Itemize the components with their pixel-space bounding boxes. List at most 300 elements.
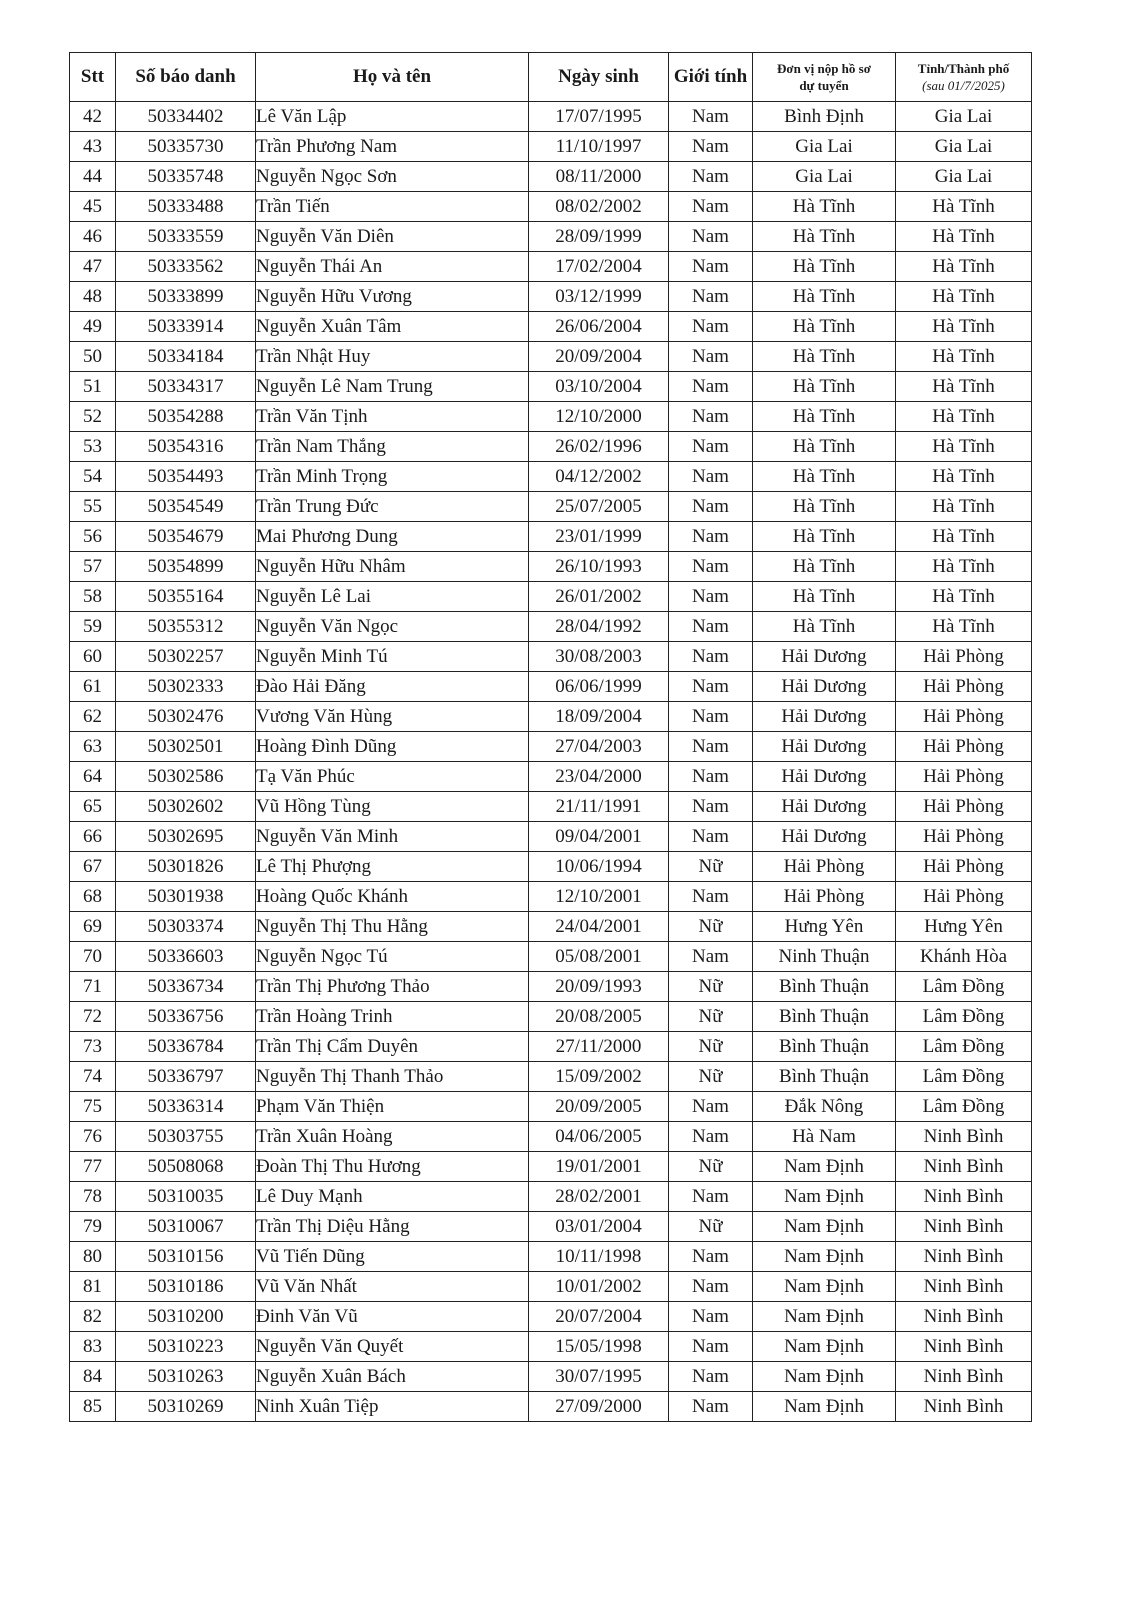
cell-name: Mai Phương Dung: [256, 522, 529, 552]
table-row: [70, 1182, 1032, 1212]
table-row: [70, 552, 1032, 582]
cell-name: Vũ Tiến Dũng: [256, 1242, 529, 1272]
cell-name: Nguyễn Xuân Bách: [256, 1362, 529, 1392]
cell-stt: 75: [70, 1092, 116, 1122]
cell-dob: 19/01/2001: [529, 1152, 669, 1182]
cell-stt: 61: [70, 672, 116, 702]
cell-dob: 28/02/2001: [529, 1182, 669, 1212]
cell-dob: 27/09/2000: [529, 1392, 669, 1422]
cell-unit: Bình Định: [753, 102, 896, 132]
table-row: [70, 312, 1032, 342]
cell-stt: 63: [70, 732, 116, 762]
cell-sex: Nam: [669, 402, 753, 432]
cell-stt: 49: [70, 312, 116, 342]
cell-stt: 44: [70, 162, 116, 192]
cell-province: Hải Phòng: [896, 792, 1032, 822]
cell-unit: Hà Tĩnh: [753, 402, 896, 432]
cell-dob: 30/07/1995: [529, 1362, 669, 1392]
header-unit-line2: dự tuyển: [799, 78, 849, 93]
cell-sbd: 50335730: [116, 132, 256, 162]
cell-stt: 53: [70, 432, 116, 462]
table-row: [70, 192, 1032, 222]
cell-stt: 76: [70, 1122, 116, 1152]
cell-sex: Nam: [669, 552, 753, 582]
table-row: [70, 642, 1032, 672]
cell-unit: Hà Tĩnh: [753, 312, 896, 342]
cell-province: Ninh Bình: [896, 1272, 1032, 1302]
cell-name: Lê Duy Mạnh: [256, 1182, 529, 1212]
cell-dob: 03/10/2004: [529, 372, 669, 402]
cell-name: Nguyễn Văn Ngọc: [256, 612, 529, 642]
table-row: [70, 942, 1032, 972]
cell-dob: 27/04/2003: [529, 732, 669, 762]
cell-dob: 20/08/2005: [529, 1002, 669, 1032]
cell-province: Lâm Đồng: [896, 1032, 1032, 1062]
cell-name: Đoàn Thị Thu Hương: [256, 1152, 529, 1182]
cell-unit: Ninh Thuận: [753, 942, 896, 972]
header-row: [70, 53, 1032, 102]
cell-sex: Nam: [669, 342, 753, 372]
cell-province: Hà Tĩnh: [896, 192, 1032, 222]
cell-stt: 68: [70, 882, 116, 912]
cell-province: Hà Tĩnh: [896, 342, 1032, 372]
cell-stt: 83: [70, 1332, 116, 1362]
cell-name: Tạ Văn Phúc: [256, 762, 529, 792]
cell-province: Hải Phòng: [896, 702, 1032, 732]
candidate-table: [69, 52, 1032, 1422]
cell-unit: Nam Định: [753, 1272, 896, 1302]
cell-stt: 52: [70, 402, 116, 432]
cell-sex: Nam: [669, 282, 753, 312]
cell-unit: Hà Tĩnh: [753, 432, 896, 462]
cell-sex: Nam: [669, 222, 753, 252]
cell-province: Gia Lai: [896, 102, 1032, 132]
cell-sbd: 50303755: [116, 1122, 256, 1152]
cell-dob: 23/01/1999: [529, 522, 669, 552]
cell-province: Ninh Bình: [896, 1362, 1032, 1392]
table-row: [70, 912, 1032, 942]
cell-province: Hải Phòng: [896, 762, 1032, 792]
cell-stt: 73: [70, 1032, 116, 1062]
cell-sbd: 50301826: [116, 852, 256, 882]
cell-dob: 25/07/2005: [529, 492, 669, 522]
cell-unit: Nam Định: [753, 1362, 896, 1392]
cell-unit: Hà Tĩnh: [753, 522, 896, 552]
cell-sbd: 50310067: [116, 1212, 256, 1242]
cell-name: Hoàng Đình Dũng: [256, 732, 529, 762]
header-sex: Giới tính: [669, 53, 753, 102]
cell-name: Vũ Hồng Tùng: [256, 792, 529, 822]
cell-sbd: 50354288: [116, 402, 256, 432]
table-row: [70, 792, 1032, 822]
cell-unit: Gia Lai: [753, 162, 896, 192]
table-row: [70, 1392, 1032, 1422]
cell-stt: 80: [70, 1242, 116, 1272]
cell-name: Nguyễn Hữu Nhâm: [256, 552, 529, 582]
table-row: [70, 1212, 1032, 1242]
cell-sex: Nam: [669, 1182, 753, 1212]
cell-sbd: 50354679: [116, 522, 256, 552]
cell-unit: Bình Thuận: [753, 1032, 896, 1062]
cell-sex: Nam: [669, 492, 753, 522]
cell-sex: Nam: [669, 132, 753, 162]
cell-province: Hải Phòng: [896, 672, 1032, 702]
cell-dob: 20/09/2005: [529, 1092, 669, 1122]
table-row: [70, 162, 1032, 192]
cell-stt: 50: [70, 342, 116, 372]
cell-sex: Nam: [669, 612, 753, 642]
cell-province: Hà Tĩnh: [896, 282, 1032, 312]
cell-sbd: 50310035: [116, 1182, 256, 1212]
cell-sbd: 50333488: [116, 192, 256, 222]
cell-sex: Nữ: [669, 852, 753, 882]
cell-name: Trần Tiến: [256, 192, 529, 222]
cell-unit: Đắk Nông: [753, 1092, 896, 1122]
table-row: [70, 672, 1032, 702]
cell-unit: Hà Tĩnh: [753, 192, 896, 222]
cell-sex: Nam: [669, 762, 753, 792]
cell-sbd: 50310200: [116, 1302, 256, 1332]
cell-sex: Nam: [669, 372, 753, 402]
cell-province: Hà Tĩnh: [896, 582, 1032, 612]
cell-province: Lâm Đồng: [896, 972, 1032, 1002]
table-row: [70, 732, 1032, 762]
cell-dob: 10/01/2002: [529, 1272, 669, 1302]
cell-stt: 45: [70, 192, 116, 222]
cell-stt: 46: [70, 222, 116, 252]
cell-name: Đào Hải Đăng: [256, 672, 529, 702]
cell-stt: 82: [70, 1302, 116, 1332]
cell-sbd: 50302501: [116, 732, 256, 762]
cell-name: Trần Thị Cẩm Duyên: [256, 1032, 529, 1062]
cell-stt: 77: [70, 1152, 116, 1182]
cell-sbd: 50310263: [116, 1362, 256, 1392]
cell-sex: Nam: [669, 522, 753, 552]
cell-name: Trần Xuân Hoàng: [256, 1122, 529, 1152]
cell-province: Gia Lai: [896, 162, 1032, 192]
cell-name: Nguyễn Lê Lai: [256, 582, 529, 612]
cell-dob: 17/02/2004: [529, 252, 669, 282]
cell-stt: 43: [70, 132, 116, 162]
cell-dob: 15/09/2002: [529, 1062, 669, 1092]
cell-sex: Nam: [669, 792, 753, 822]
cell-sex: Nữ: [669, 972, 753, 1002]
cell-unit: Hà Tĩnh: [753, 222, 896, 252]
cell-sbd: 50301938: [116, 882, 256, 912]
cell-stt: 85: [70, 1392, 116, 1422]
table-row: [70, 222, 1032, 252]
table-row: [70, 582, 1032, 612]
cell-sex: Nam: [669, 1332, 753, 1362]
cell-dob: 05/08/2001: [529, 942, 669, 972]
cell-unit: Nam Định: [753, 1332, 896, 1362]
cell-dob: 21/11/1991: [529, 792, 669, 822]
cell-stt: 55: [70, 492, 116, 522]
cell-sbd: 50333559: [116, 222, 256, 252]
cell-stt: 72: [70, 1002, 116, 1032]
cell-name: Nguyễn Văn Quyết: [256, 1332, 529, 1362]
cell-province: Ninh Bình: [896, 1242, 1032, 1272]
cell-name: Phạm Văn Thiện: [256, 1092, 529, 1122]
cell-dob: 03/01/2004: [529, 1212, 669, 1242]
cell-sex: Nam: [669, 1392, 753, 1422]
table-row: [70, 762, 1032, 792]
cell-name: Nguyễn Ngọc Sơn: [256, 162, 529, 192]
cell-stt: 66: [70, 822, 116, 852]
table-body: [70, 102, 1032, 1422]
cell-stt: 79: [70, 1212, 116, 1242]
cell-sex: Nam: [669, 1362, 753, 1392]
cell-dob: 12/10/2000: [529, 402, 669, 432]
cell-stt: 47: [70, 252, 116, 282]
cell-province: Ninh Bình: [896, 1302, 1032, 1332]
cell-sbd: 50334317: [116, 372, 256, 402]
cell-sbd: 50354899: [116, 552, 256, 582]
cell-sex: Nam: [669, 942, 753, 972]
cell-dob: 09/04/2001: [529, 822, 669, 852]
cell-name: Trần Thị Phương Thảo: [256, 972, 529, 1002]
cell-dob: 04/12/2002: [529, 462, 669, 492]
table-row: [70, 462, 1032, 492]
cell-province: Hà Tĩnh: [896, 552, 1032, 582]
cell-stt: 70: [70, 942, 116, 972]
cell-unit: Gia Lai: [753, 132, 896, 162]
cell-province: Hà Tĩnh: [896, 402, 1032, 432]
cell-name: Nguyễn Thị Thanh Thảo: [256, 1062, 529, 1092]
cell-province: Hải Phòng: [896, 852, 1032, 882]
cell-sex: Nam: [669, 432, 753, 462]
table-row: [70, 132, 1032, 162]
cell-sex: Nam: [669, 462, 753, 492]
cell-name: Vương Văn Hùng: [256, 702, 529, 732]
cell-sex: Nam: [669, 1272, 753, 1302]
cell-unit: Hưng Yên: [753, 912, 896, 942]
cell-name: Lê Thị Phượng: [256, 852, 529, 882]
table-row: [70, 102, 1032, 132]
cell-sbd: 50333899: [116, 282, 256, 312]
cell-province: Hưng Yên: [896, 912, 1032, 942]
cell-unit: Hải Dương: [753, 732, 896, 762]
table-row: [70, 1242, 1032, 1272]
table-row: [70, 1062, 1032, 1092]
table-row: [70, 822, 1032, 852]
cell-dob: 03/12/1999: [529, 282, 669, 312]
cell-unit: Hà Tĩnh: [753, 462, 896, 492]
cell-province: Ninh Bình: [896, 1212, 1032, 1242]
cell-unit: Hải Dương: [753, 792, 896, 822]
cell-dob: 20/09/2004: [529, 342, 669, 372]
cell-province: Khánh Hòa: [896, 942, 1032, 972]
cell-province: Hải Phòng: [896, 642, 1032, 672]
cell-sbd: 50302695: [116, 822, 256, 852]
cell-dob: 06/06/1999: [529, 672, 669, 702]
table-row: [70, 342, 1032, 372]
cell-unit: Hà Tĩnh: [753, 372, 896, 402]
cell-dob: 08/02/2002: [529, 192, 669, 222]
table-row: [70, 1332, 1032, 1362]
cell-sbd: 50302586: [116, 762, 256, 792]
cell-sex: Nam: [669, 822, 753, 852]
cell-province: Ninh Bình: [896, 1182, 1032, 1212]
cell-dob: 23/04/2000: [529, 762, 669, 792]
cell-stt: 48: [70, 282, 116, 312]
cell-sbd: 50355164: [116, 582, 256, 612]
cell-unit: Hải Dương: [753, 762, 896, 792]
cell-sex: Nam: [669, 1092, 753, 1122]
cell-unit: Hà Tĩnh: [753, 342, 896, 372]
cell-dob: 18/09/2004: [529, 702, 669, 732]
header-sbd: Số báo danh: [116, 53, 256, 102]
cell-sbd: 50336797: [116, 1062, 256, 1092]
cell-province: Ninh Bình: [896, 1392, 1032, 1422]
cell-dob: 26/10/1993: [529, 552, 669, 582]
table-row: [70, 1122, 1032, 1152]
cell-unit: Hà Tĩnh: [753, 282, 896, 312]
cell-sbd: 50302476: [116, 702, 256, 732]
cell-province: Hà Tĩnh: [896, 432, 1032, 462]
cell-stt: 42: [70, 102, 116, 132]
cell-sex: Nam: [669, 642, 753, 672]
cell-name: Nguyễn Văn Minh: [256, 822, 529, 852]
cell-province: Hà Tĩnh: [896, 462, 1032, 492]
cell-sbd: 50333914: [116, 312, 256, 342]
cell-province: Lâm Đồng: [896, 1002, 1032, 1032]
cell-dob: 11/10/1997: [529, 132, 669, 162]
table-row: [70, 1152, 1032, 1182]
cell-name: Nguyễn Thái An: [256, 252, 529, 282]
table-row: [70, 1032, 1032, 1062]
cell-unit: Hà Nam: [753, 1122, 896, 1152]
table-row: [70, 402, 1032, 432]
cell-sbd: 50354549: [116, 492, 256, 522]
header-dob: Ngày sinh: [529, 53, 669, 102]
cell-province: Hải Phòng: [896, 882, 1032, 912]
cell-stt: 81: [70, 1272, 116, 1302]
cell-name: Nguyễn Ngọc Tú: [256, 942, 529, 972]
cell-name: Trần Nhật Huy: [256, 342, 529, 372]
cell-sex: Nữ: [669, 912, 753, 942]
cell-sex: Nam: [669, 102, 753, 132]
cell-dob: 26/02/1996: [529, 432, 669, 462]
cell-dob: 26/06/2004: [529, 312, 669, 342]
cell-unit: Hải Dương: [753, 672, 896, 702]
cell-dob: 20/09/1993: [529, 972, 669, 1002]
cell-unit: Hải Dương: [753, 822, 896, 852]
cell-unit: Nam Định: [753, 1212, 896, 1242]
cell-dob: 26/01/2002: [529, 582, 669, 612]
table-row: [70, 972, 1032, 1002]
cell-dob: 10/11/1998: [529, 1242, 669, 1272]
cell-sbd: 50303374: [116, 912, 256, 942]
cell-stt: 64: [70, 762, 116, 792]
cell-stt: 51: [70, 372, 116, 402]
cell-name: Lê Văn Lập: [256, 102, 529, 132]
table-row: [70, 702, 1032, 732]
cell-sbd: 50334402: [116, 102, 256, 132]
cell-province: Lâm Đồng: [896, 1062, 1032, 1092]
cell-unit: Hải Phòng: [753, 882, 896, 912]
cell-dob: 28/04/1992: [529, 612, 669, 642]
cell-province: Hà Tĩnh: [896, 492, 1032, 522]
cell-stt: 65: [70, 792, 116, 822]
cell-name: Trần Minh Trọng: [256, 462, 529, 492]
cell-dob: 15/05/1998: [529, 1332, 669, 1362]
header-unit-line1: Đơn vị nộp hồ sơ: [777, 61, 871, 76]
cell-province: Hà Tĩnh: [896, 312, 1032, 342]
cell-sex: Nam: [669, 162, 753, 192]
cell-dob: 04/06/2005: [529, 1122, 669, 1152]
table-row: [70, 882, 1032, 912]
cell-sex: Nữ: [669, 1212, 753, 1242]
cell-sex: Nam: [669, 312, 753, 342]
cell-unit: Hà Tĩnh: [753, 582, 896, 612]
cell-sbd: 50310156: [116, 1242, 256, 1272]
cell-province: Hà Tĩnh: [896, 612, 1032, 642]
cell-unit: Hải Dương: [753, 702, 896, 732]
cell-sex: Nam: [669, 702, 753, 732]
cell-name: Nguyễn Hữu Vương: [256, 282, 529, 312]
cell-province: Hà Tĩnh: [896, 372, 1032, 402]
cell-sex: Nữ: [669, 1062, 753, 1092]
cell-stt: 78: [70, 1182, 116, 1212]
cell-unit: Nam Định: [753, 1152, 896, 1182]
cell-dob: 17/07/1995: [529, 102, 669, 132]
table-header: [70, 53, 1032, 102]
cell-sex: Nam: [669, 1302, 753, 1332]
cell-unit: Hà Tĩnh: [753, 612, 896, 642]
cell-name: Nguyễn Minh Tú: [256, 642, 529, 672]
cell-sbd: 50333562: [116, 252, 256, 282]
table-row: [70, 432, 1032, 462]
cell-name: Trần Hoàng Trinh: [256, 1002, 529, 1032]
cell-sbd: 50302333: [116, 672, 256, 702]
cell-stt: 56: [70, 522, 116, 552]
cell-sbd: 50508068: [116, 1152, 256, 1182]
header-stt: Stt: [70, 53, 116, 102]
cell-unit: Nam Định: [753, 1392, 896, 1422]
cell-sbd: 50302257: [116, 642, 256, 672]
cell-unit: Bình Thuận: [753, 1062, 896, 1092]
table-row: [70, 372, 1032, 402]
cell-name: Hoàng Quốc Khánh: [256, 882, 529, 912]
cell-unit: Bình Thuận: [753, 1002, 896, 1032]
cell-unit: Hà Tĩnh: [753, 492, 896, 522]
header-prov-line1: Tỉnh/Thành phố: [917, 61, 1010, 76]
cell-sbd: 50354316: [116, 432, 256, 462]
cell-sex: Nam: [669, 732, 753, 762]
cell-stt: 59: [70, 612, 116, 642]
cell-stt: 62: [70, 702, 116, 732]
table-row: [70, 1302, 1032, 1332]
cell-stt: 84: [70, 1362, 116, 1392]
cell-sbd: 50355312: [116, 612, 256, 642]
cell-dob: 30/08/2003: [529, 642, 669, 672]
cell-name: Trần Nam Thắng: [256, 432, 529, 462]
cell-province: Hải Phòng: [896, 822, 1032, 852]
cell-stt: 67: [70, 852, 116, 882]
header-name: Họ và tên: [256, 53, 529, 102]
cell-sbd: 50310223: [116, 1332, 256, 1362]
cell-province: Hà Tĩnh: [896, 222, 1032, 252]
cell-stt: 74: [70, 1062, 116, 1092]
cell-sbd: 50336734: [116, 972, 256, 1002]
cell-province: Hà Tĩnh: [896, 522, 1032, 552]
cell-name: Nguyễn Lê Nam Trung: [256, 372, 529, 402]
cell-sex: Nam: [669, 192, 753, 222]
cell-stt: 58: [70, 582, 116, 612]
cell-dob: 08/11/2000: [529, 162, 669, 192]
table-row: [70, 1092, 1032, 1122]
